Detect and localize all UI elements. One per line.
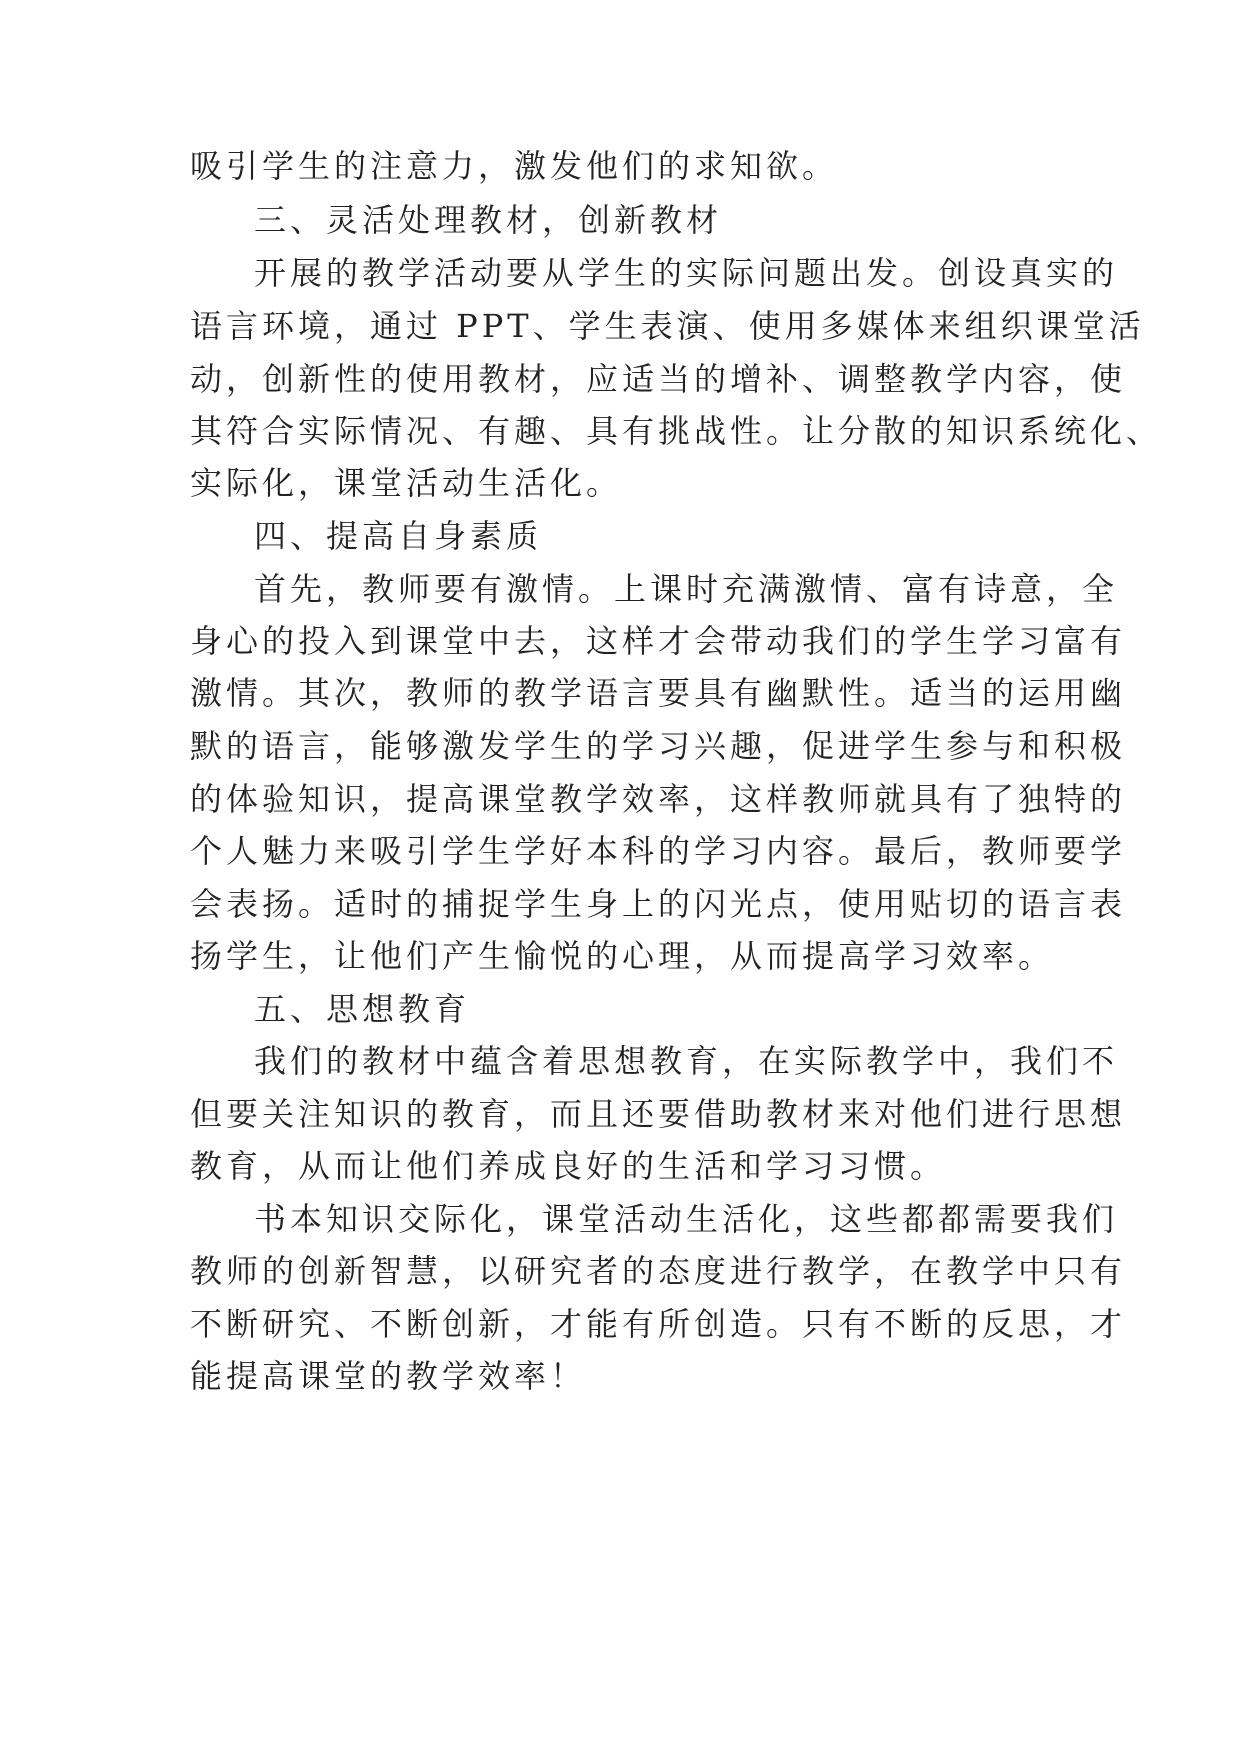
paragraph-line: 开展的教学活动要从学生的实际问题出发。创设真实的 bbox=[254, 254, 1119, 292]
paragraph-line: 身心的投入到课堂中去，这样才会带动我们的学生学习富有 bbox=[190, 622, 1127, 660]
section-heading: 四、提高自身素质 bbox=[254, 517, 543, 555]
paragraph-line: 不断研究、不断创新，才能有所创造。只有不断的反思，才 bbox=[190, 1305, 1127, 1343]
section-heading: 五、思想教育 bbox=[254, 990, 471, 1028]
section-heading: 三、灵活处理教材，创新教材 bbox=[254, 201, 723, 239]
paragraph-line: 默的语言，能够激发学生的学习兴趣，促进学生参与和积极 bbox=[190, 727, 1127, 765]
paragraph-line: 实际化，课堂活动生活化。 bbox=[190, 464, 623, 502]
paragraph-line: 书本知识交际化，课堂活动生活化，这些都都需要我们 bbox=[254, 1200, 1119, 1238]
paragraph-line: 语言环境，通过 PPT、学生表演、使用多媒体来组织课堂活 bbox=[190, 307, 1145, 345]
paragraph-line: 的体验知识，提高课堂教学效率，这样教师就具有了独特的 bbox=[190, 780, 1127, 818]
paragraph-line: 动，创新性的使用教材，应适当的增补、调整教学内容，使 bbox=[190, 360, 1127, 398]
paragraph-line: 激情。其次，教师的教学语言要具有幽默性。适当的运用幽 bbox=[190, 674, 1127, 712]
paragraph-line: 教师的创新智慧，以研究者的态度进行教学，在教学中只有 bbox=[190, 1252, 1127, 1290]
paragraph-line: 但要关注知识的教育，而且还要借助教材来对他们进行思想 bbox=[190, 1095, 1127, 1133]
paragraph-line: 我们的教材中蕴含着思想教育，在实际教学中，我们不 bbox=[254, 1042, 1119, 1080]
paragraph-line: 个人魅力来吸引学生学好本科的学习内容。最后，教师要学 bbox=[190, 832, 1127, 870]
paragraph-line: 首先，教师要有激情。上课时充满激情、富有诗意，全 bbox=[254, 570, 1119, 608]
paragraph-line: 会表扬。适时的捕捉学生身上的闪光点，使用贴切的语言表 bbox=[190, 885, 1127, 923]
paragraph-line: 其符合实际情况、有趣、具有挑战性。让分散的知识系统化、 bbox=[190, 412, 1163, 450]
paragraph-line: 教育，从而让他们养成良好的生活和学习习惯。 bbox=[190, 1147, 947, 1185]
paragraph-line: 能提高课堂的教学效率！ bbox=[190, 1357, 587, 1395]
paragraph-line: 扬学生，让他们产生愉悦的心理，从而提高学习效率。 bbox=[190, 937, 1055, 975]
paragraph-line: 吸引学生的注意力，激发他们的求知欲。 bbox=[190, 147, 839, 185]
